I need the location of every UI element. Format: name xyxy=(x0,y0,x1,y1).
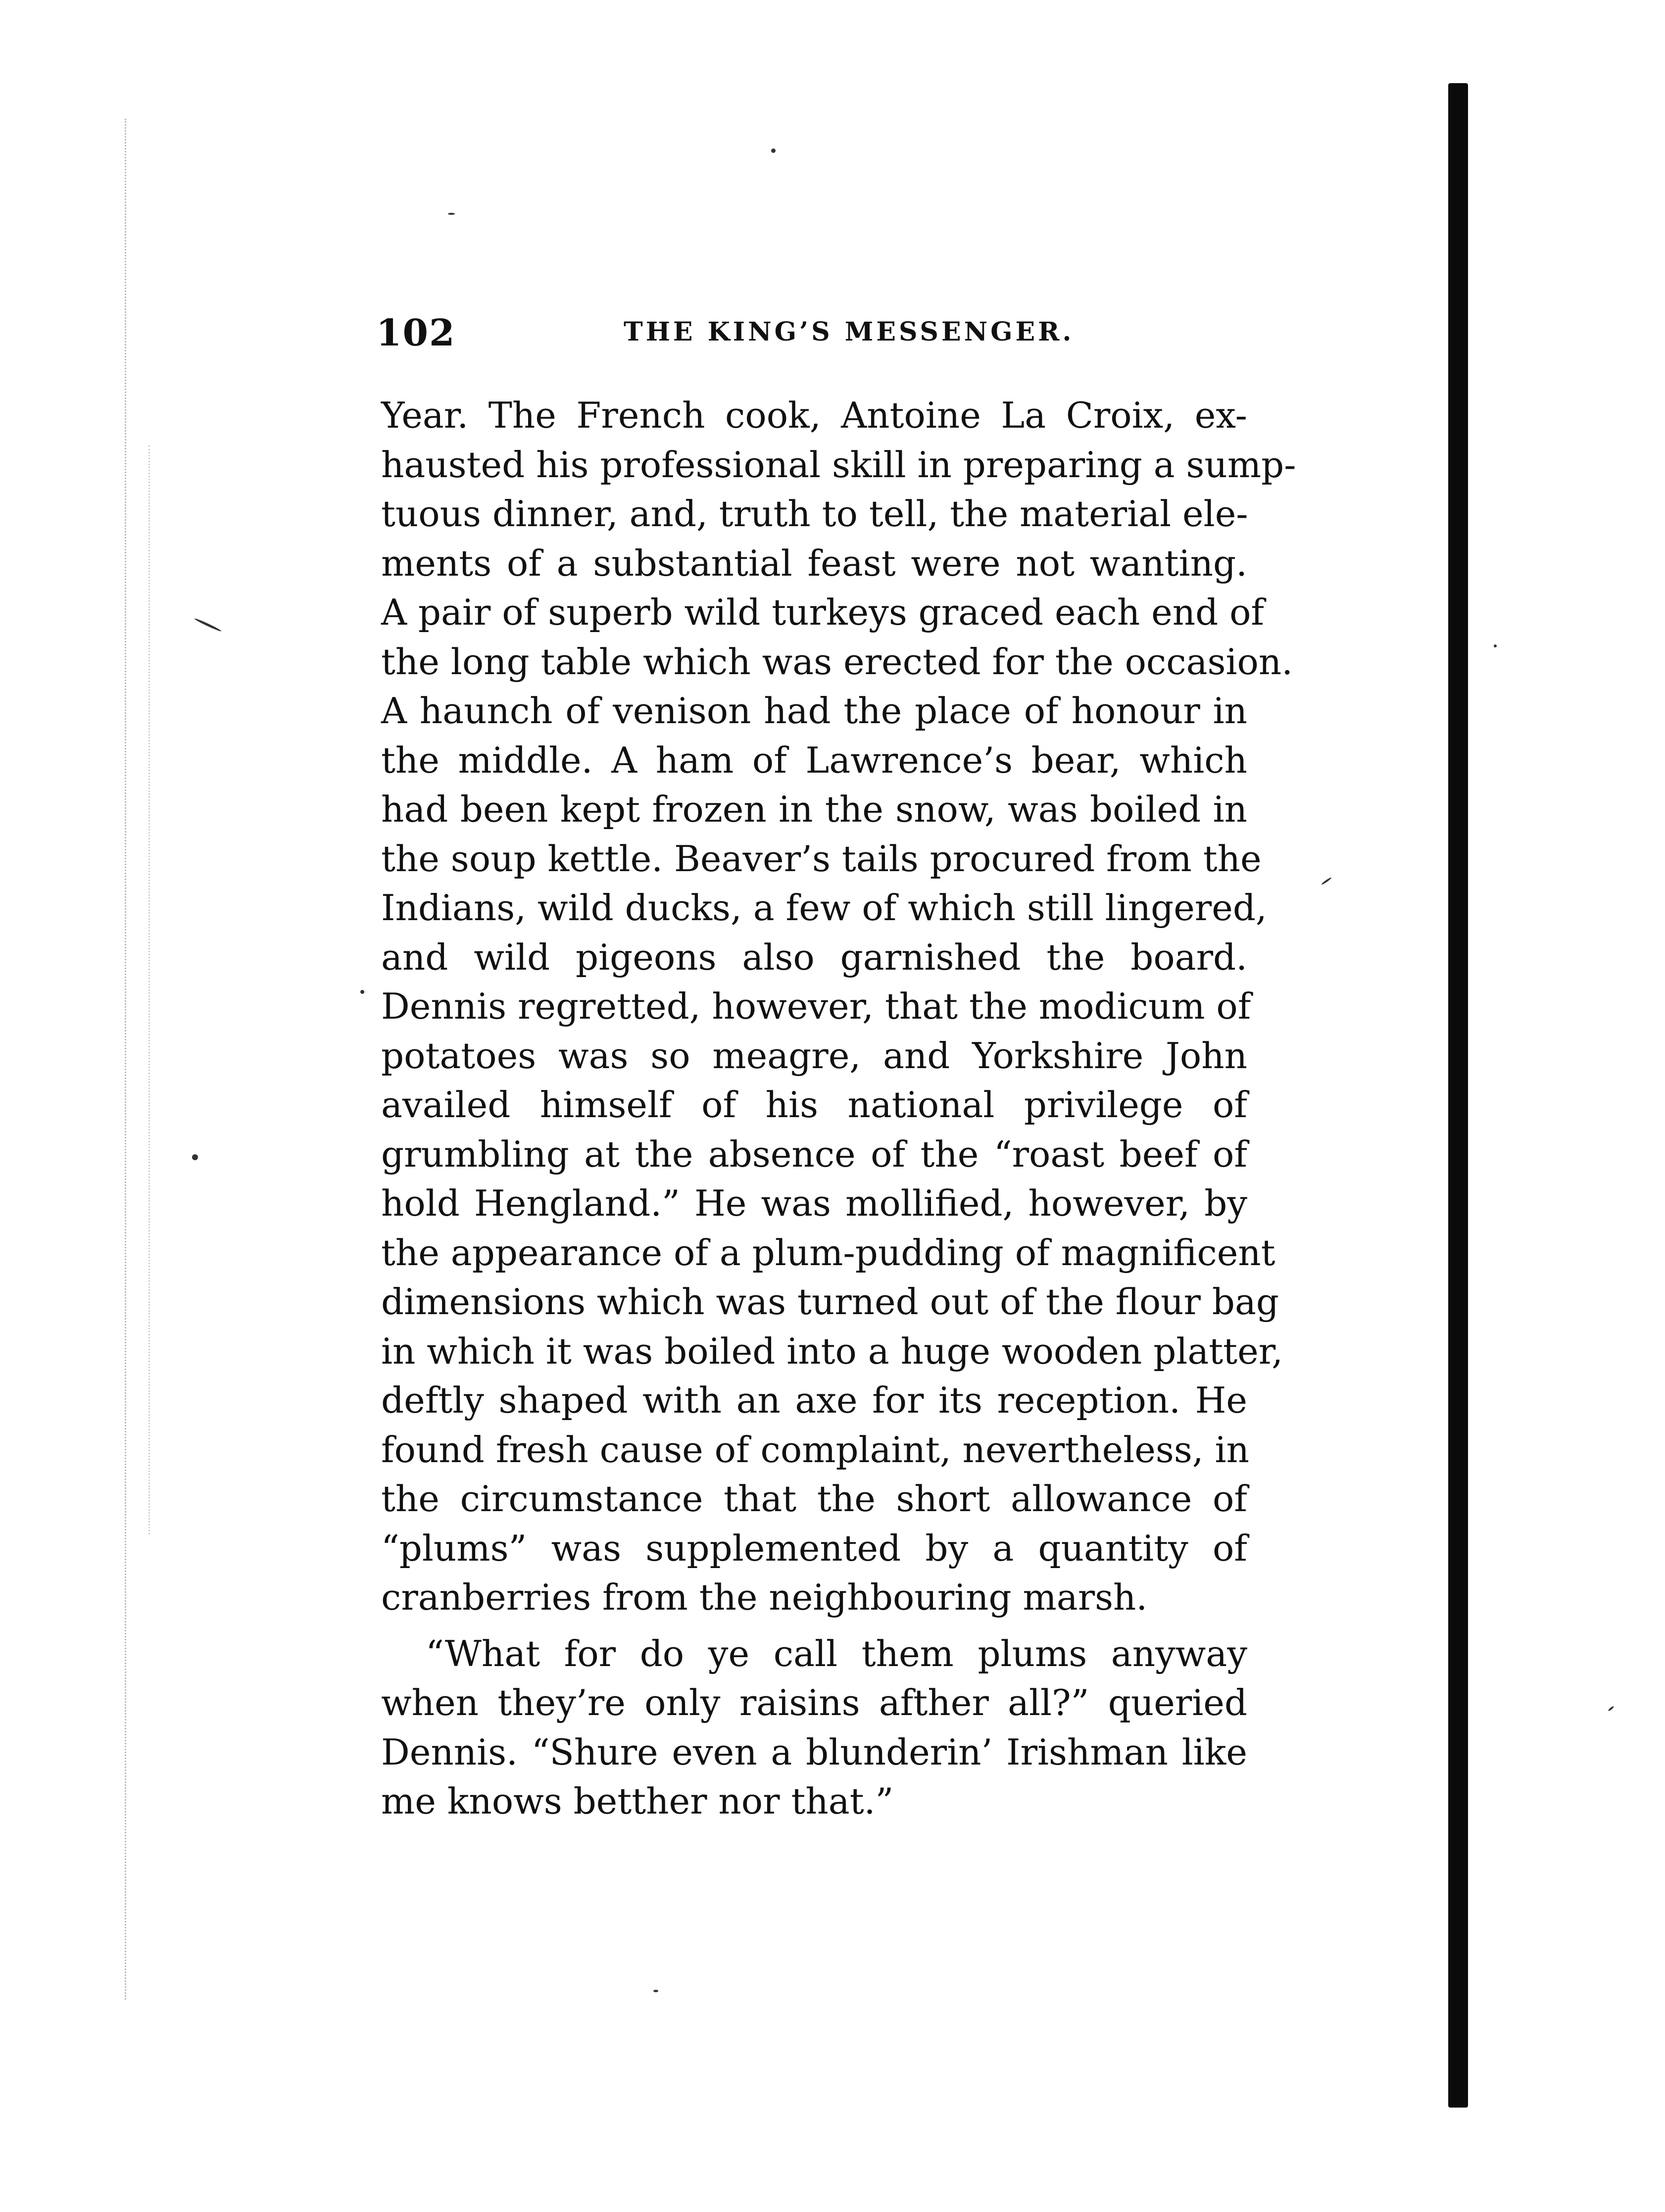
text-line: potatoes was so meagre, and Yorkshire John xyxy=(381,1034,1247,1077)
text-line: me knows betther nor that.” xyxy=(381,1780,894,1822)
scan-speck xyxy=(1494,644,1497,647)
text-line: cranberries from the neighbouring marsh. xyxy=(381,1576,1148,1618)
text-line: hausted his professional skill in preparing a sump- xyxy=(381,443,1296,486)
left-margin-scan-trace xyxy=(125,119,126,2000)
scan-speck xyxy=(771,148,776,153)
text-line: deftly shaped with an axe for its reception. He xyxy=(381,1379,1247,1421)
text-line: the middle. A ham of Lawrence’s bear, which xyxy=(381,739,1247,781)
text-line: “plums” was supplemented by a quantity of xyxy=(381,1527,1247,1569)
text-line: the soup kettle. Beaver’s tails procured from the xyxy=(381,837,1262,880)
running-title: THE KING’S MESSENGER. xyxy=(624,317,1075,347)
left-margin-scan-trace-secondary xyxy=(148,445,150,1534)
text-line: Indians, wild ducks, a few of which still lingered, xyxy=(381,887,1267,929)
text-line: found fresh cause of complaint, nevertheless, in xyxy=(381,1428,1249,1471)
body-text xyxy=(381,391,1296,1826)
paragraph xyxy=(381,391,1296,1622)
text-line: tuous dinner, and, truth to tell, the material ele- xyxy=(381,493,1248,535)
right-binding-edge xyxy=(1448,83,1468,2108)
scan-speck xyxy=(194,618,222,633)
text-line: “What for do ye call them plums anyway xyxy=(426,1632,1247,1674)
scan-speck xyxy=(360,990,364,994)
text-line: when they’re only raisins afther all?” queried xyxy=(381,1682,1247,1723)
text-line: and wild pigeons also garnished the board. xyxy=(381,936,1247,978)
text-line: ments of a substantial feast were not wanting. xyxy=(381,542,1247,584)
running-head xyxy=(376,312,1366,361)
text-line: availed himself of his national privilege of xyxy=(381,1084,1247,1126)
text-line: had been kept frozen in the snow, was boiled in xyxy=(381,788,1247,830)
text-line: dimensions which was turned out of the flour bag xyxy=(381,1281,1279,1323)
scan-speck xyxy=(448,213,455,215)
text-line: grumbling at the absence of the “roast beef of xyxy=(381,1133,1247,1175)
text-line: the long table which was erected for the occasion. xyxy=(381,640,1293,683)
text-line: A pair of superb wild turkeys graced each end of xyxy=(381,591,1265,633)
scan-speck xyxy=(1321,877,1332,885)
text-line: the appearance of a plum-pudding of magnificent xyxy=(381,1231,1275,1274)
text-line: Dennis regretted, however, that the modicum of xyxy=(381,985,1251,1027)
paragraph-gap xyxy=(381,1622,1247,1629)
text-line: Year. The French cook, Antoine La Croix, ex- xyxy=(381,394,1247,436)
scan-speck xyxy=(192,1154,198,1160)
text-line: the circumstance that the short allowance of xyxy=(381,1478,1247,1520)
text-line: A haunch of venison had the place of honour in xyxy=(381,690,1247,732)
page-number: 102 xyxy=(376,312,456,354)
scan-speck xyxy=(1608,1706,1614,1712)
scan-speck xyxy=(653,1990,658,1992)
text-line: hold Hengland.” He was mollified, however, by xyxy=(381,1182,1247,1224)
paragraph xyxy=(381,1629,1247,1826)
text-line: Dennis. “Shure even a blunderin’ Irishman like xyxy=(381,1731,1247,1773)
text-line: in which it was boiled into a huge wooden platter, xyxy=(381,1330,1283,1372)
